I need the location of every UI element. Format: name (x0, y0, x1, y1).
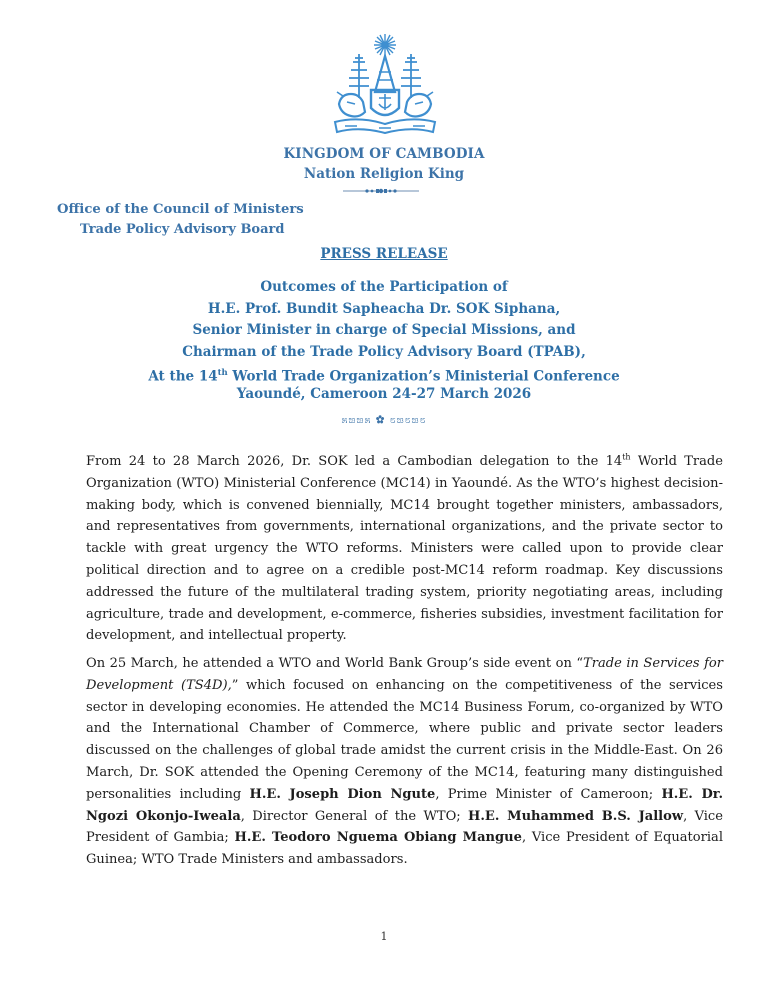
royal-coat-of-arms-emblem (329, 32, 441, 136)
page-number: 1 (380, 930, 388, 943)
title-line: H.E. Prof. Bundit Sapheacha Dr. SOK Siphana, (207, 300, 561, 317)
location-date: Yaoundé, Cameroon 24-27 March 2026 (236, 386, 532, 402)
dignitary-name: H.E. Muhammed B.S. Jallow (468, 808, 684, 824)
national-motto: Nation Religion King (303, 166, 465, 182)
paragraph-text: World Trade Organization (WTO) Ministerial Conference (MC14) in Yaoundé. As the WTO’s highest decision-making body, which is convened biennially, MC14 brought together ministers, ambassadors, and representatives from governments, international organizations, and the private sector to tackle with great urgency the WTO reforms. Ministers were called upon to provide clear political direction and to agree on a credible post-MC14 reform roadmap. Key discussions addressed the future of the multilateral trading system, priority negotiating areas, including agriculture, trade and development, e-commerce, fisheries subsidies, investment facilitation for development, and intellectual property. (86, 454, 723, 644)
country-name: KINGDOM OF CAMBODIA (283, 146, 485, 162)
ornamental-divider (343, 186, 419, 196)
issuing-board: Trade Policy Advisory Board (80, 222, 285, 237)
title-line: Senior Minister in charge of Special Missions, and (192, 322, 576, 338)
title-text: At the 14 (148, 368, 218, 385)
dignitary-role: , Vice President of Gambia; (86, 808, 723, 846)
title-text: World Trade Organization’s Ministerial Conference (227, 368, 620, 385)
dignitary-role: , Prime Minister of Cameroon; (435, 786, 662, 802)
paragraph-text: ” which focused on enhancing on the competitiveness of the services sector in developing economies. He attended the MC14 Business Forum, co-organized by WTO and the International Chamber of Commerce, where public and private sector leaders discussed on the challenges of global trade amidst the current crisis in the Middle-East. On 26 March, Dr. SOK attended the Opening Ceremony of the MC14, featuring many distinguished personalities including (86, 677, 723, 802)
title-line: Outcomes of the Participation of (260, 279, 508, 295)
paragraph-text: From 24 to 28 March 2026, Dr. SOK led a Cambodian delegation to the 14 (86, 454, 623, 469)
event-title: Trade in Services for Development (TS4D), (86, 656, 723, 693)
dignitary-role: , Vice President of Equatorial Guinea; WTO Trade Ministers and ambassadors. (86, 830, 723, 868)
paragraph-1 (86, 451, 723, 647)
paragraph-2 (86, 653, 723, 871)
khmer-ornament: ೫ಙಙ೫ ✿ ೮ಙ೮ಙ೮ (341, 414, 427, 426)
paragraph-text: On 25 March, he attended a WTO and World Bank Group’s side event on “ (86, 656, 584, 671)
press-release-label: PRESS RELEASE (320, 246, 448, 262)
title-line: Chairman of the Trade Policy Advisory Board (TPAB), (182, 343, 586, 360)
press-release-title (0, 277, 768, 388)
issuing-office: Office of the Council of Ministers (57, 202, 304, 217)
dignitary-name: H.E. Joseph Dion Ngute (249, 786, 436, 802)
ordinal-suffix: th (217, 368, 228, 378)
dignitary-role: , Director General of the WTO; (240, 808, 469, 824)
ordinal-suffix: th (622, 452, 631, 462)
dignitary-name: H.E. Teodoro Nguema Obiang Mangue (234, 830, 522, 846)
dignitary-name: H.E. Dr. Ngozi Okonjo-Iweala (86, 786, 723, 824)
title-line (0, 363, 768, 388)
